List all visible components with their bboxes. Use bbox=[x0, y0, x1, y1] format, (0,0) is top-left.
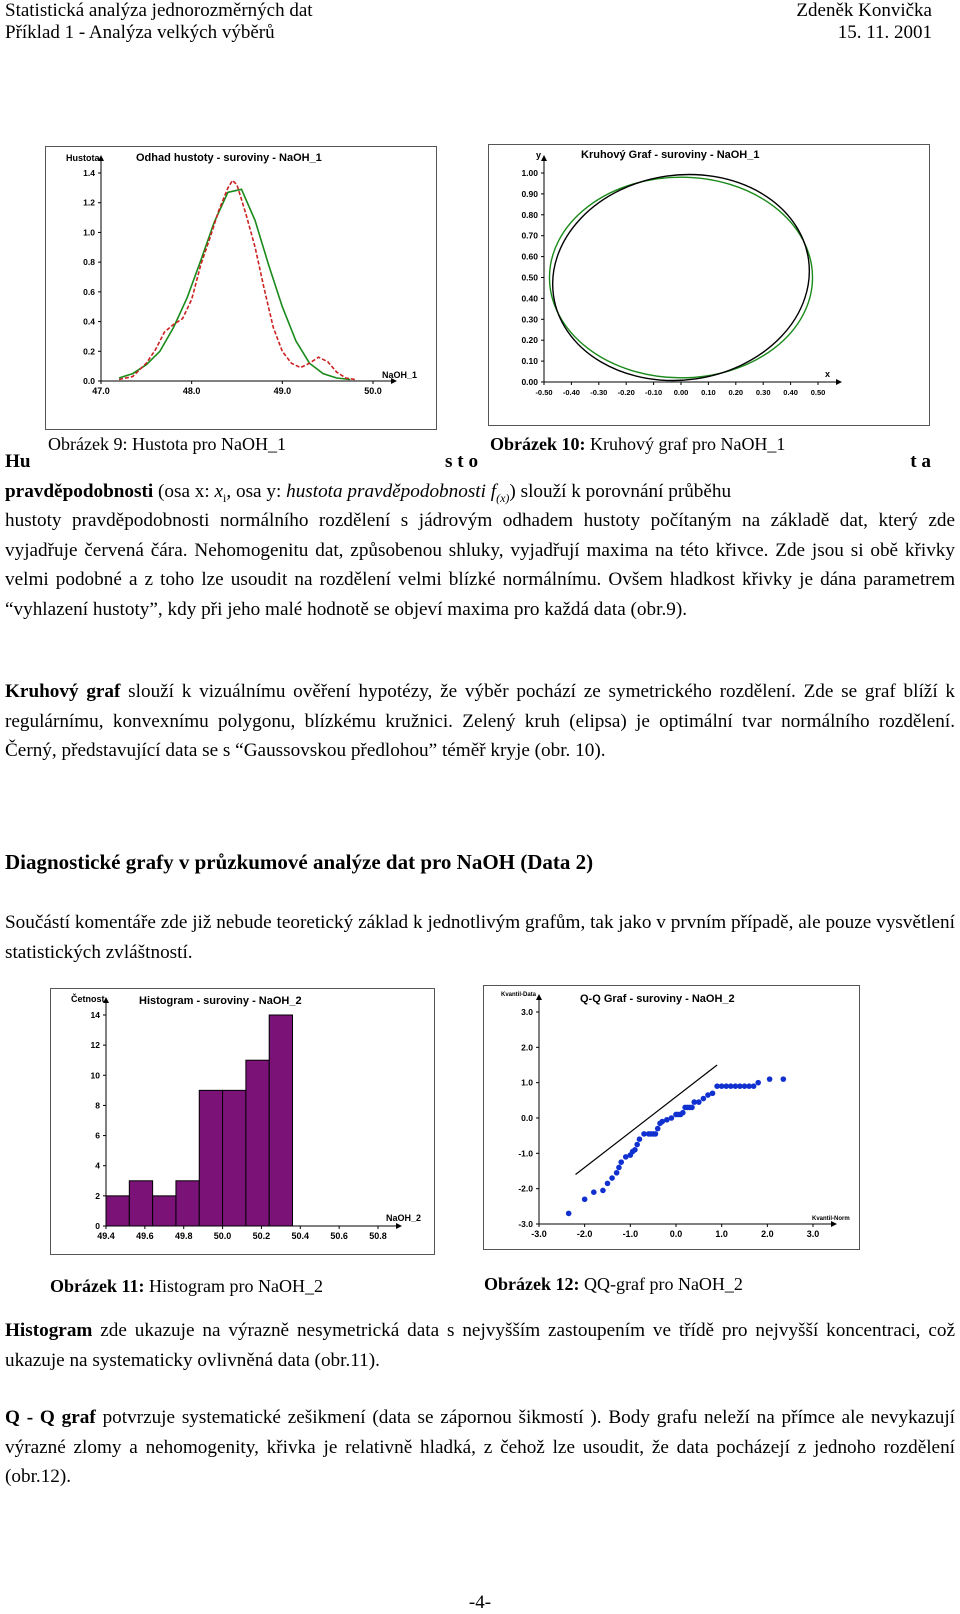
fig9-y-tick-label: 0.0 bbox=[83, 376, 95, 386]
qq-point bbox=[696, 1099, 702, 1105]
normal-circle bbox=[549, 177, 812, 378]
qq-point bbox=[616, 1165, 622, 1171]
caption-fig12-text: QQ-graf pro NaOH_2 bbox=[579, 1274, 743, 1294]
caption-fig10-text: Kruhový graf pro NaOH_1 bbox=[585, 434, 786, 454]
fig11-x-tick-label: 50.8 bbox=[369, 1231, 387, 1241]
header-right-line2: 15. 11. 2001 bbox=[837, 22, 932, 43]
fig11-y-label: Četnost bbox=[71, 994, 105, 1004]
fig11-x-tick-label: 50.0 bbox=[213, 1231, 232, 1241]
qq-point bbox=[653, 1131, 659, 1137]
fig11-y-tick-label: 12 bbox=[90, 1040, 100, 1051]
qq-point bbox=[669, 1115, 675, 1121]
fig9-y-tick-label: 0.6 bbox=[83, 286, 95, 297]
figure-11-histogram bbox=[50, 988, 435, 1255]
fig12-x-tick-label: -1.0 bbox=[622, 1229, 639, 1239]
header-right-line1: Zdeněk Konvička bbox=[796, 0, 932, 21]
paragraph-5 bbox=[5, 1403, 955, 1492]
fig12-x-label: Kvantil-Norm bbox=[812, 1216, 850, 1222]
fig11-x-tick-label: 50.4 bbox=[291, 1231, 310, 1241]
fig9-title: Odhad hustoty - suroviny - NaOH_1 bbox=[136, 152, 322, 164]
p4-bold: Histogram bbox=[5, 1320, 93, 1341]
fig11-y-tick-label: 14 bbox=[90, 1010, 100, 1020]
histogram-bar bbox=[269, 1015, 292, 1226]
caption-fig12 bbox=[484, 1274, 743, 1294]
caption-fig12-label: Obrázek 12: bbox=[484, 1274, 580, 1294]
qq-reference-line bbox=[576, 1065, 718, 1175]
p5-text: potvrzuje systematické zešikmení (data se zápornou šikmostí ). Body grafu neleží na přímce ale nevykazují výrazné zlomy a nehomogenity, křivka je relativně hladká, z čehož lze usoudit, že data pocházejí z jednoho rozdělení (obr.12). bbox=[5, 1407, 955, 1487]
figure-10-circle-chart bbox=[488, 144, 930, 426]
p1-fragment-ta: t a bbox=[910, 451, 931, 472]
fig12-x-tick-label: -3.0 bbox=[531, 1229, 547, 1239]
fig12-x-tick-label: 0.0 bbox=[669, 1229, 683, 1239]
density-chart-svg bbox=[46, 147, 436, 429]
fig10-y-tick-label: 0.00 bbox=[521, 377, 538, 387]
paragraph-2 bbox=[5, 677, 955, 766]
qq-point bbox=[609, 1175, 615, 1181]
histogram-bar bbox=[223, 1090, 246, 1226]
p1-sub-x: (x) bbox=[496, 490, 510, 505]
fig10-y-tick-label: 0.60 bbox=[521, 251, 538, 262]
fig9-y-tick-label: 1.4 bbox=[83, 168, 95, 178]
fig12-y-label: Kvantil-Data bbox=[501, 992, 537, 998]
fig11-y-tick-label: 0 bbox=[95, 1221, 100, 1231]
data-circle bbox=[539, 158, 823, 397]
fig10-x-arrow bbox=[836, 379, 842, 385]
qq-point bbox=[701, 1096, 707, 1102]
qq-point bbox=[637, 1136, 643, 1142]
fig12-y-tick-label: 3.0 bbox=[521, 1007, 533, 1017]
fig12-x-tick-label: 2.0 bbox=[761, 1229, 774, 1239]
histogram-bar bbox=[176, 1181, 199, 1226]
p1-part-b: , osa y: bbox=[226, 481, 287, 502]
fig9-x-tick-label: 49.0 bbox=[273, 386, 292, 396]
fig9-y-tick-label: 0.4 bbox=[83, 316, 95, 327]
p1-xi: x bbox=[214, 481, 224, 502]
fig9-x-tick-label: 48.0 bbox=[182, 386, 201, 396]
p2-text: slouží k vizuálnímu ověření hypotézy, že výběr pochází ze symetrického rozdělení. Zde se graf blíží k regulárnímu, konvexnímu polygonu, blízkému kružnici. Zelený kruh (elipsa) je optimální tvar normálního rozdělení. Černý, představující data se s “Gaussovskou předlohou” téměř kryje (obr. 10). bbox=[5, 681, 955, 761]
fig12-title: Q-Q Graf - suroviny - NaOH_2 bbox=[580, 993, 735, 1005]
fig10-x-tick-label: 0.50 bbox=[810, 388, 826, 397]
fig10-x-tick-label: 0.10 bbox=[701, 388, 716, 397]
fig11-title: Histogram - suroviny - NaOH_2 bbox=[139, 995, 302, 1007]
fig10-title: Kruhový Graf - suroviny - NaOH_1 bbox=[581, 149, 760, 161]
qq-point bbox=[605, 1181, 611, 1187]
qq-point bbox=[618, 1159, 624, 1165]
caption-fig9-label: Obrázek 9: bbox=[48, 434, 128, 454]
fig11-y-tick-label: 4 bbox=[95, 1160, 100, 1171]
p1-fragment-sto: s t o bbox=[445, 451, 479, 472]
fig11-x-tick-label: 49.6 bbox=[136, 1231, 154, 1241]
caption-fig11 bbox=[50, 1276, 323, 1296]
fig10-x-tick-label: -0.10 bbox=[645, 388, 663, 397]
p5-bold: Q - Q graf bbox=[5, 1407, 96, 1428]
p2-bold: Kruhový graf bbox=[5, 681, 121, 702]
fig10-y-tick-label: 0.70 bbox=[521, 230, 538, 241]
qq-point bbox=[582, 1196, 588, 1202]
p1-sub-i: i bbox=[223, 490, 227, 505]
page-number: -4- bbox=[468, 1592, 492, 1613]
fig12-y-tick-label: -1.0 bbox=[518, 1148, 533, 1159]
caption-fig11-text: Histogram pro NaOH_2 bbox=[144, 1276, 323, 1296]
fig10-x-tick-label: -0.30 bbox=[590, 388, 608, 397]
fig9-y-tick-label: 0.8 bbox=[83, 257, 95, 268]
qq-point bbox=[614, 1170, 620, 1176]
figure-12-qq-plot bbox=[483, 985, 860, 1250]
histogram-bar bbox=[246, 1060, 269, 1226]
fig10-x-tick-label: -0.40 bbox=[562, 388, 580, 397]
qq-point bbox=[680, 1110, 686, 1116]
fig10-y-tick-label: 0.20 bbox=[521, 335, 538, 346]
fig10-y-tick-label: 0.40 bbox=[521, 293, 538, 304]
qq-point bbox=[632, 1147, 638, 1153]
fig11-x-tick-label: 49.8 bbox=[174, 1231, 193, 1241]
fig10-x-tick-label: -0.50 bbox=[535, 388, 553, 397]
figure-9-density-chart bbox=[45, 146, 437, 430]
fig12-x-tick-label: 3.0 bbox=[806, 1229, 820, 1239]
qq-point bbox=[634, 1142, 640, 1148]
fig12-y-tick-label: 0.0 bbox=[521, 1113, 533, 1123]
p1-fragment-hu: Hu bbox=[5, 451, 31, 472]
header-left-line1: Statistická analýza jednorozměrných dat bbox=[5, 0, 313, 21]
fig12-x-tick-label: 1.0 bbox=[715, 1229, 728, 1239]
fig11-y-tick-label: 6 bbox=[95, 1130, 100, 1141]
caption-fig9-text: Hustota pro NaOH_1 bbox=[127, 434, 286, 454]
qq-plot-svg bbox=[484, 986, 859, 1249]
qq-point bbox=[655, 1126, 661, 1132]
fig12-y-tick-label: -3.0 bbox=[518, 1219, 533, 1229]
qq-point bbox=[600, 1188, 606, 1194]
histogram-bar bbox=[153, 1196, 176, 1226]
fig10-y-tick-label: 1.00 bbox=[521, 168, 538, 178]
p1-italic: hustota pravděpodobnosti f bbox=[286, 481, 497, 502]
fig11-y-tick-label: 10 bbox=[90, 1070, 100, 1081]
normal-density-curve bbox=[119, 189, 350, 379]
p4-text: zde ukazuje na výrazně nesymetrická data s nejvyšším zastoupením ve třídě pro nejvyšší koncentraci, což ukazuje na systematicky ovlivněná data (obr.11). bbox=[5, 1320, 955, 1371]
fig10-y-tick-label: 0.90 bbox=[521, 188, 538, 199]
kernel-density-curve bbox=[119, 180, 355, 379]
qq-point bbox=[751, 1083, 757, 1089]
fig9-x-tick-label: 50.0 bbox=[364, 386, 382, 396]
fig11-x-arrow bbox=[396, 1223, 402, 1229]
fig11-x-label: NaOH_2 bbox=[386, 1213, 422, 1223]
fig9-y-tick-label: 0.2 bbox=[83, 346, 95, 357]
fig9-y-tick-label: 1.0 bbox=[83, 227, 95, 238]
qq-point bbox=[710, 1090, 716, 1096]
fig9-x-tick-label: 47.0 bbox=[92, 386, 110, 396]
fig10-x-tick-label: 0.30 bbox=[755, 388, 771, 397]
qq-point bbox=[591, 1189, 597, 1195]
paragraph-3: Součástí komentáře zde již nebude teoretický základ k jednotlivým grafům, tak jako v prvním případě, ale pouze vysvětlení statistických zvláštností. bbox=[5, 912, 955, 963]
fig10-x-tick-label: 0.00 bbox=[673, 388, 689, 397]
qq-point bbox=[689, 1105, 695, 1111]
fig10-y-tick-label: 0.10 bbox=[521, 356, 538, 367]
qq-point bbox=[566, 1211, 572, 1217]
fig11-y-tick-label: 8 bbox=[95, 1100, 100, 1111]
fig12-y-arrow bbox=[536, 994, 542, 1000]
caption-fig11-label: Obrázek 11: bbox=[50, 1276, 145, 1296]
paragraph-1-body: hustoty pravděpodobnosti normálního rozdělení s jádrovým odhadem hustoty počítaným na základě dat, který zde vyjadřuje červená čára. Nehomogenitu dat, způsobenou shluky, vyjadřují maxima na této křivce. Zde jsou si obě křivky velmi podobné a z toho lze usoudit na rozdělení velmi blízké normálnímu. Ovšem hladkost křivky je dána parametrem “vyhlazení hustoty”, kdy při jeho malé hodnotě se objeví maxima pro každá data (obr.9). bbox=[5, 510, 955, 620]
fig12-y-tick-label: -2.0 bbox=[518, 1183, 533, 1194]
fig10-y-arrow bbox=[541, 155, 547, 161]
fig10-x-label: x bbox=[825, 369, 831, 379]
fig9-y-label: Hustota bbox=[66, 153, 100, 163]
fig10-y-tick-label: 0.30 bbox=[521, 314, 538, 325]
fig11-x-tick-label: 50.2 bbox=[252, 1231, 271, 1241]
histogram-bar bbox=[129, 1181, 152, 1226]
fig12-y-tick-label: 2.0 bbox=[521, 1042, 533, 1053]
fig11-x-tick-label: 50.6 bbox=[330, 1231, 348, 1241]
p1-bold: pravděpodobnosti bbox=[5, 481, 154, 502]
fig10-y-tick-label: 0.80 bbox=[521, 209, 538, 220]
qq-point bbox=[767, 1076, 773, 1082]
p1-part-a: (osa x: bbox=[153, 481, 215, 502]
circle-chart-svg bbox=[489, 145, 929, 425]
fig10-x-tick-label: 0.40 bbox=[783, 388, 798, 397]
histogram-bar bbox=[106, 1196, 129, 1226]
fig10-y-tick-label: 0.50 bbox=[521, 272, 538, 283]
histogram-bar bbox=[199, 1090, 222, 1226]
fig10-y-label: y bbox=[536, 150, 542, 160]
fig9-x-label: NaOH_1 bbox=[382, 370, 418, 380]
qq-point bbox=[755, 1080, 761, 1086]
paragraph-4 bbox=[5, 1316, 955, 1375]
qq-point bbox=[781, 1076, 787, 1082]
fig11-y-tick-label: 2 bbox=[95, 1190, 100, 1201]
paragraph-1-line0 bbox=[5, 447, 955, 477]
fig12-x-tick-label: -2.0 bbox=[576, 1229, 593, 1239]
section-heading: Diagnostické grafy v průzkumové analýze dat pro NaOH (Data 2) bbox=[5, 850, 594, 874]
fig11-x-tick-label: 49.4 bbox=[97, 1231, 115, 1241]
header-left-line2: Příklad 1 - Analýza velkých výběrů bbox=[5, 22, 275, 43]
fig10-x-tick-label: -0.20 bbox=[617, 388, 635, 397]
fig12-y-tick-label: 1.0 bbox=[521, 1077, 533, 1088]
histogram-svg bbox=[51, 989, 434, 1254]
caption-fig10-label: Obrázek 10: bbox=[490, 434, 586, 454]
fig10-x-tick-label: 0.20 bbox=[728, 388, 744, 397]
fig9-y-tick-label: 1.2 bbox=[83, 197, 95, 208]
p1-part-c: ) slouží k porovnání průběhu bbox=[509, 481, 732, 502]
